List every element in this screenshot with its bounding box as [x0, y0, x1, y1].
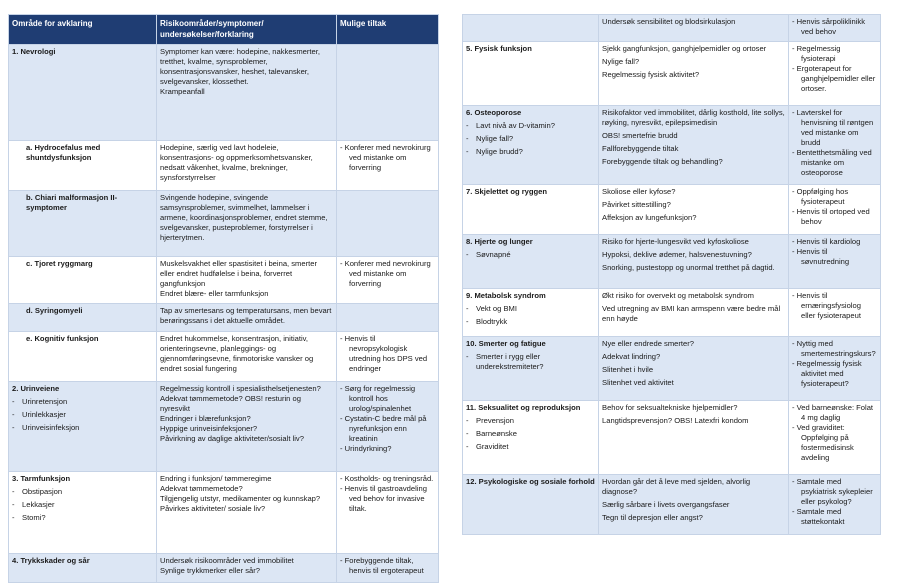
measure-cell: [337, 382, 439, 472]
measure-item: - Henvis til søvnutredning: [792, 247, 877, 267]
risk-cell: [599, 337, 789, 401]
header-risk: Risikoområder/symptomer/ undersøkelser/forklaring: [157, 15, 337, 45]
measure-item: - Samtale med støttekontakt: [792, 507, 877, 527]
risk-line: Slitenhet ved aktivitet: [602, 378, 674, 388]
measure-item: - Sørg for regelmessig kontroll hos urolog/spinalenhet: [340, 384, 435, 414]
risk-line: Synlige trykkmerker eller sår?: [160, 566, 261, 576]
risk-cell: [599, 42, 789, 106]
measure-item: - Lavterskel for henvisning til røntgen ved mistanke om brudd: [792, 108, 877, 148]
risk-line: Symptomer kan være: hodepine, nakkesmerter, tretthet, kvalme, synsproblemer, konsentrasjonsvansker, heshet, talevansker, svelgevansker, klossethet.: [160, 47, 320, 87]
area-cell: [9, 554, 157, 583]
measure-item: - Henvis til kardiolog: [792, 237, 877, 247]
measure-item: - Regelmessig fysisk aktivitet med fysioterapeut?: [792, 359, 877, 389]
risk-line: Endret blære- eller tarmfunksjon: [160, 289, 269, 299]
table-row: [463, 106, 881, 185]
risk-line: Hvordan går det å leve med sjelden, alvorlig diagnose?: [602, 477, 751, 497]
risk-line: Påvirket sittestilling?: [602, 200, 671, 210]
risk-line: Skoliose eller kyfose?: [602, 187, 676, 196]
measure-cell: [337, 554, 439, 583]
risk-cell: [157, 382, 337, 472]
risk-line: Slitenhet i hvile: [602, 365, 654, 375]
risk-line: Påvirkning av daglige aktiviteter/sosialt liv?: [160, 434, 304, 444]
risk-line: Risikofaktor ved immobilitet, dårlig kosthold, lite sollys, røyking, nyresvikt, epilepsimedisin: [602, 108, 785, 128]
risk-line: Undersøk risikoområder ved immobilitet: [160, 556, 294, 566]
area-title: 10. Smerter og fatigue: [466, 339, 546, 348]
risk-line: Hodepine, særlig ved lavt hodeleie, konsentrasjons- og oppmerksomhetsvansker, nedsatt våkenhet, kvalme, brekninger, synsforstyrrelser: [160, 143, 313, 183]
measure-cell: [337, 191, 439, 257]
area-cell: [463, 15, 599, 42]
risk-line: Tap av smertesans og temperatursans, men bevart berøringssans i det aktuelle området.: [160, 306, 332, 326]
area-title: 4. Trykkskader og sår: [12, 556, 90, 566]
table-row: [9, 554, 439, 583]
risk-cell: [157, 332, 337, 382]
risk-cell: [599, 235, 789, 289]
risk-cell: [157, 45, 337, 141]
area-cell: [463, 289, 599, 337]
risk-cell: [599, 289, 789, 337]
area-cell: [9, 332, 157, 382]
risk-line: Nye eller endrede smerter?: [602, 339, 695, 348]
risk-line: Nylige fall?: [602, 57, 640, 67]
area-cell: [463, 337, 599, 401]
spacer: [466, 452, 595, 455]
measure-cell: [789, 235, 881, 289]
table-row: [9, 304, 439, 332]
risk-line: Adekvat lindring?: [602, 352, 661, 362]
area-item: - Nylige fall?: [466, 134, 595, 144]
right-table: [462, 14, 881, 535]
risk-line: Fallforebyggende tiltak: [602, 144, 679, 154]
spacer: [466, 372, 595, 375]
table-row: [463, 185, 881, 235]
measure-cell: [789, 337, 881, 401]
header-row: [9, 15, 439, 45]
risk-line: Påvirkes aktiviteter/ sosiale liv?: [160, 504, 266, 514]
area-title: d. Syringomyeli: [26, 306, 83, 316]
area-title: a. Hydrocefalus med shuntdysfunksjon: [26, 143, 101, 163]
risk-line: Hypoksi, deklive ødemer, halsvenestuvning?: [602, 250, 752, 260]
measure-item: - Urindyrkning?: [340, 444, 435, 454]
measure-item: - Cystatin-C bedre mål på nyrefunksjon enn kreatinin: [340, 414, 435, 444]
area-cell: [9, 191, 157, 257]
table-row: [9, 472, 439, 554]
risk-line: Sjekk gangfunksjon, ganghjelpemidler og ortoser: [602, 44, 767, 53]
risk-line: Krampeanfall: [160, 87, 205, 97]
measure-cell: [337, 45, 439, 141]
measure-cell: [337, 257, 439, 304]
left-table: [8, 14, 439, 583]
measure-item: - Konferer med nevrokirurg ved mistanke om forverring: [340, 143, 435, 173]
measure-item: - Bentetthetsmåling ved mistanke om osteoporose: [792, 148, 877, 178]
spacer: [466, 260, 595, 263]
risk-line: Tegn til depresjon eller angst?: [602, 513, 703, 523]
table-row: [463, 42, 881, 106]
measure-cell: [789, 15, 881, 42]
area-item: - Urinveisinfeksjon: [12, 423, 153, 433]
area-item: - Smerter i rygg eller underekstremiteter?: [466, 352, 595, 372]
risk-line: Endringer i blærefunksjon?: [160, 414, 251, 424]
area-item: - Barneønske: [466, 429, 595, 439]
measure-item: - Ved graviditet: Oppfølging på fostermedisinsk avdeling: [792, 423, 877, 463]
area-cell: [463, 401, 599, 475]
measure-cell: [337, 332, 439, 382]
risk-line: Forebyggende tiltak og behandling?: [602, 157, 723, 167]
risk-line: Særlig sårbare i livets overgangsfaser: [602, 500, 730, 510]
risk-cell: [599, 185, 789, 235]
area-title: b. Chiari malformasjon II-symptomer: [26, 193, 118, 213]
spacer: [466, 327, 595, 330]
measure-item: - Henvis sårpoliklinikk ved behov: [792, 17, 877, 37]
area-item: - Graviditet: [466, 442, 595, 452]
area-item: - Lekkasjer: [12, 500, 153, 510]
measure-item: - Forebyggende tiltak, henvis til ergoterapeut: [340, 556, 435, 576]
risk-line: Ved utregning av BMI kan armspenn være bedre mål enn høyde: [602, 304, 781, 324]
risk-cell: [599, 475, 789, 535]
measure-item: - Konferer med nevrokirurg ved mistanke om forverring: [340, 259, 435, 289]
risk-cell: [599, 15, 789, 42]
area-cell: [9, 304, 157, 332]
area-title: 7. Skjelettet og ryggen: [466, 187, 548, 196]
measure-item: - Henvis til gastroavdeling ved behov for invasive tiltak.: [340, 484, 435, 514]
risk-line: Snorking, pustestopp og unormal tretthet på dagtid.: [602, 263, 775, 273]
table-row: [9, 141, 439, 191]
area-title: 12. Psykologiske og sosiale forhold: [466, 477, 595, 486]
header-area: Område for avklaring: [9, 15, 157, 45]
measure-item: - Samtale med psykiatrisk sykepleier eller psykolog?: [792, 477, 877, 507]
measure-item: - Henvis til ernæringsfysiolog eller fysioterapeut: [792, 291, 877, 321]
table-row: [463, 235, 881, 289]
table-row: [463, 475, 881, 535]
measure-cell: [337, 472, 439, 554]
measure-item: - Nyttig med smertemestringskurs?: [792, 339, 877, 359]
risk-line: Undersøk sensibilitet og blodsirkulasjon: [602, 17, 736, 26]
area-title: 9. Metabolsk syndrom: [466, 291, 546, 300]
area-item: - Prevensjon: [466, 416, 595, 426]
risk-line: Endret hukommelse, konsentrasjon, initiativ, orienteringsevne, planleggings- og gjennomføringsevne, finmotoriske vansker og endret sosial fungering: [160, 334, 314, 374]
area-cell: [9, 45, 157, 141]
area-cell: [463, 106, 599, 185]
measure-cell: [337, 141, 439, 191]
area-item: - Lavt nivå av D-vitamin?: [466, 121, 595, 131]
risk-line: Adekvat tømmemetode?: [160, 484, 243, 494]
risk-line: OBS! smertefrie brudd: [602, 131, 678, 141]
area-cell: [9, 257, 157, 304]
risk-line: Muskelsvakhet eller spastisitet i beina, smerter eller endret hudfølelse i beina, forverret gangfunksjon: [160, 259, 317, 289]
risk-cell: [157, 257, 337, 304]
risk-cell: [157, 304, 337, 332]
area-item: - Obstipasjon: [12, 487, 153, 497]
table-row: [463, 15, 881, 42]
measure-cell: [789, 289, 881, 337]
area-cell: [9, 141, 157, 191]
area-cell: [9, 382, 157, 472]
table-row: [463, 337, 881, 401]
spacer: [466, 157, 595, 160]
area-title: c. Tjoret ryggmarg: [26, 259, 93, 269]
measure-item: - Henvis til nevropsykologisk utredning hos DPS ved endringer: [340, 334, 435, 374]
risk-line: Behov for seksualtekniske hjelpemidler?: [602, 403, 738, 412]
risk-line: Regelmessig fysisk aktivitet?: [602, 70, 700, 80]
risk-cell: [157, 191, 337, 257]
risk-cell: [157, 472, 337, 554]
measure-cell: [789, 42, 881, 106]
measure-item: - Ved barneønske: Folat 4 mg daglig: [792, 403, 877, 423]
table-row: [463, 401, 881, 475]
table-row: [9, 257, 439, 304]
area-title: 2. Urinveiene: [12, 384, 60, 394]
measure-cell: [789, 106, 881, 185]
area-item: - Urinretensjon: [12, 397, 153, 407]
table-row: [9, 382, 439, 472]
measure-cell: [789, 185, 881, 235]
area-title: 5. Fysisk funksjon: [466, 44, 532, 53]
risk-line: Risiko for hjerte-lungesvikt ved kyfoskoliose: [602, 237, 749, 246]
area-title: 11. Seksualitet og reproduksjon: [466, 403, 581, 412]
area-item: - Stomi?: [12, 513, 153, 523]
area-title: 3. Tarmfunksjon: [12, 474, 71, 484]
area-cell: [463, 185, 599, 235]
measure-cell: [337, 304, 439, 332]
risk-line: Økt risiko for overvekt og metabolsk syndrom: [602, 291, 754, 300]
area-title: 6. Osteoporose: [466, 108, 522, 117]
area-item: - Vekt og BMI: [466, 304, 595, 314]
area-item: - Nylige brudd?: [466, 147, 595, 157]
risk-cell: [157, 554, 337, 583]
measure-item: - Henvis til ortoped ved behov: [792, 207, 877, 227]
area-title: 1. Nevrologi: [12, 47, 56, 57]
area-cell: [463, 235, 599, 289]
risk-line: Hyppige urinveisinfeksjoner?: [160, 424, 258, 434]
area-item: - Blodtrykk: [466, 317, 595, 327]
risk-cell: [599, 106, 789, 185]
area-title: 8. Hjerte og lunger: [466, 237, 533, 246]
area-item: - Urinlekkasjer: [12, 410, 153, 420]
risk-line: Endring i funksjon/ tømmeregime: [160, 474, 272, 484]
spacer: [12, 523, 153, 526]
risk-line: Affeksjon av lungefunksjon?: [602, 213, 697, 223]
risk-line: Svingende hodepine, svingende samsynsproblemer, svimmelhet, lammelser i armene, koordinasjonsproblemer, endret stemme, svelgevansker, pusteproblemer, forstyrrelser i hjerterytmen.: [160, 193, 328, 243]
header-measures: Mulige tiltak: [337, 15, 439, 45]
spacer: [12, 433, 153, 436]
area-cell: [463, 475, 599, 535]
measure-item: - Ergoterapeut for ganghjelpemidler eller ortoser.: [792, 64, 877, 94]
table-row: [463, 289, 881, 337]
table-row: [9, 191, 439, 257]
risk-line: Tilgjengelig utstyr, medikamenter og kunnskap?: [160, 494, 321, 504]
risk-line: Regelmessig kontroll i spesialisthelsetjenesten?: [160, 384, 321, 394]
table-row: [9, 45, 439, 141]
measure-item: - Kostholds- og treningsråd.: [340, 474, 435, 484]
measure-cell: [789, 401, 881, 475]
risk-cell: [599, 401, 789, 475]
area-cell: [9, 472, 157, 554]
area-item: - Søvnapné: [466, 250, 595, 260]
table-row: [9, 332, 439, 382]
area-title: e. Kognitiv funksjon: [26, 334, 99, 344]
risk-cell: [157, 141, 337, 191]
area-cell: [463, 42, 599, 106]
measure-cell: [789, 475, 881, 535]
risk-line: Langtidsprevensjon? OBS! Latexfri kondom: [602, 416, 749, 426]
measure-item: - Oppfølging hos fysioterapeut: [792, 187, 877, 207]
measure-item: - Regelmessig fysioterapi: [792, 44, 877, 64]
risk-line: Adekvat tømmemetode? OBS! resturin og nyresvikt: [160, 394, 301, 414]
